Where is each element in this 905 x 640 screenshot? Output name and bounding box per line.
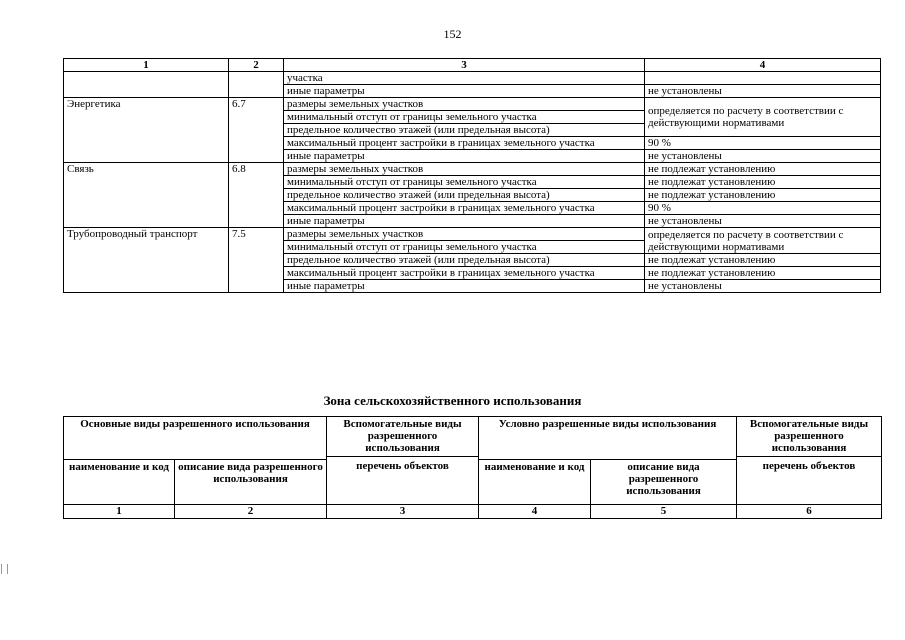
aux-uses-title-2: Вспомогательные виды разрешенного использования — [749, 418, 869, 454]
value-cell: 90 % — [645, 137, 881, 150]
param-cell: минимальный отступ от границы земельного участка — [284, 111, 645, 124]
col-number-3: 3 — [327, 505, 479, 519]
name-code-subheader: наименование и код — [64, 460, 175, 505]
col-header-1: 1 — [64, 59, 229, 72]
page-number: 152 — [443, 27, 462, 41]
param-cell: максимальный процент застройки в границах земельного участка — [284, 202, 645, 215]
aux-uses-header-2 — [737, 417, 882, 505]
aux-objects-subheader-2: перечень объектов — [737, 456, 881, 472]
param-cell: предельное количество этажей (или предельная высота) — [284, 189, 645, 202]
header-row — [64, 59, 881, 72]
param-cell: минимальный отступ от границы земельного участка — [284, 241, 645, 254]
col-number-1: 1 — [64, 505, 175, 519]
param-cell: иные параметры — [284, 280, 645, 293]
param-cell: максимальный процент застройки в границах земельного участка — [284, 267, 645, 280]
margin-mark — [1, 564, 8, 574]
value-cell: не подлежат установлению — [645, 189, 881, 202]
column-number-row — [64, 505, 882, 519]
value-cell: не установлены — [645, 85, 881, 98]
param-cell: участка — [284, 72, 645, 85]
value-cell: не подлежат установлению — [645, 254, 881, 267]
param-cell: максимальный процент застройки в границах земельного участка — [284, 137, 645, 150]
col-number-2: 2 — [175, 505, 327, 519]
aux-uses-header — [327, 417, 479, 505]
zone-title: Зона сельскохозяйственного использования — [323, 393, 582, 408]
use-name-cell: Энергетика — [64, 98, 229, 163]
col-number-6: 6 — [737, 505, 882, 519]
col-header-3: 3 — [284, 59, 645, 72]
value-cell: не подлежат установлению — [645, 267, 881, 280]
use-code-cell: 7.5 — [229, 228, 284, 293]
param-cell: размеры земельных участков — [284, 163, 645, 176]
aux-objects-subheader: перечень объектов — [327, 456, 478, 472]
main-uses-header: Основные виды разрешенного использования — [64, 417, 327, 460]
value-cell — [645, 72, 881, 85]
table-row — [64, 228, 881, 241]
description-subheader-2: описание вида разрешенного использования — [591, 460, 737, 505]
value-cell: не установлены — [645, 150, 881, 163]
description-subheader: описание вида разрешенного использования — [175, 460, 327, 505]
conditional-uses-header: Условно разрешенные виды использования — [479, 417, 737, 460]
col-number-4: 4 — [479, 505, 591, 519]
col-number-5: 5 — [591, 505, 737, 519]
value-cell: определяется по расчету в соответствии с действующими нормативами — [645, 228, 881, 254]
param-cell: иные параметры — [284, 85, 645, 98]
use-code-cell: 6.8 — [229, 163, 284, 228]
value-cell: 90 % — [645, 202, 881, 215]
aux-uses-title: Вспомогательные виды разрешенного использования — [343, 418, 462, 454]
value-cell: не установлены — [645, 280, 881, 293]
zone-table — [63, 416, 882, 519]
value-cell: не подлежат установлению — [645, 176, 881, 189]
value-cell: не подлежат установлению — [645, 163, 881, 176]
zone-header-row — [64, 417, 882, 460]
cont-code-cell — [229, 72, 284, 98]
param-cell: размеры земельных участков — [284, 98, 645, 111]
table-row — [64, 72, 881, 85]
col-header-2: 2 — [229, 59, 284, 72]
param-cell: иные параметры — [284, 215, 645, 228]
param-cell: минимальный отступ от границы земельного участка — [284, 176, 645, 189]
cont-name-cell — [64, 72, 229, 98]
value-cell: определяется по расчету в соответствии с действующими нормативами — [645, 98, 881, 137]
col-header-4: 4 — [645, 59, 881, 72]
table-row — [64, 98, 881, 111]
table-row — [64, 163, 881, 176]
value-cell: не установлены — [645, 215, 881, 228]
use-name-cell: Трубопроводный транспорт — [64, 228, 229, 293]
param-cell: размеры земельных участков — [284, 228, 645, 241]
param-cell: предельное количество этажей (или предельная высота) — [284, 124, 645, 137]
name-code-subheader-2: наименование и код — [479, 460, 591, 505]
use-code-cell: 6.7 — [229, 98, 284, 163]
param-cell: иные параметры — [284, 150, 645, 163]
use-name-cell: Связь — [64, 163, 229, 228]
param-cell: предельное количество этажей (или предельная высота) — [284, 254, 645, 267]
parameters-table — [63, 58, 881, 293]
